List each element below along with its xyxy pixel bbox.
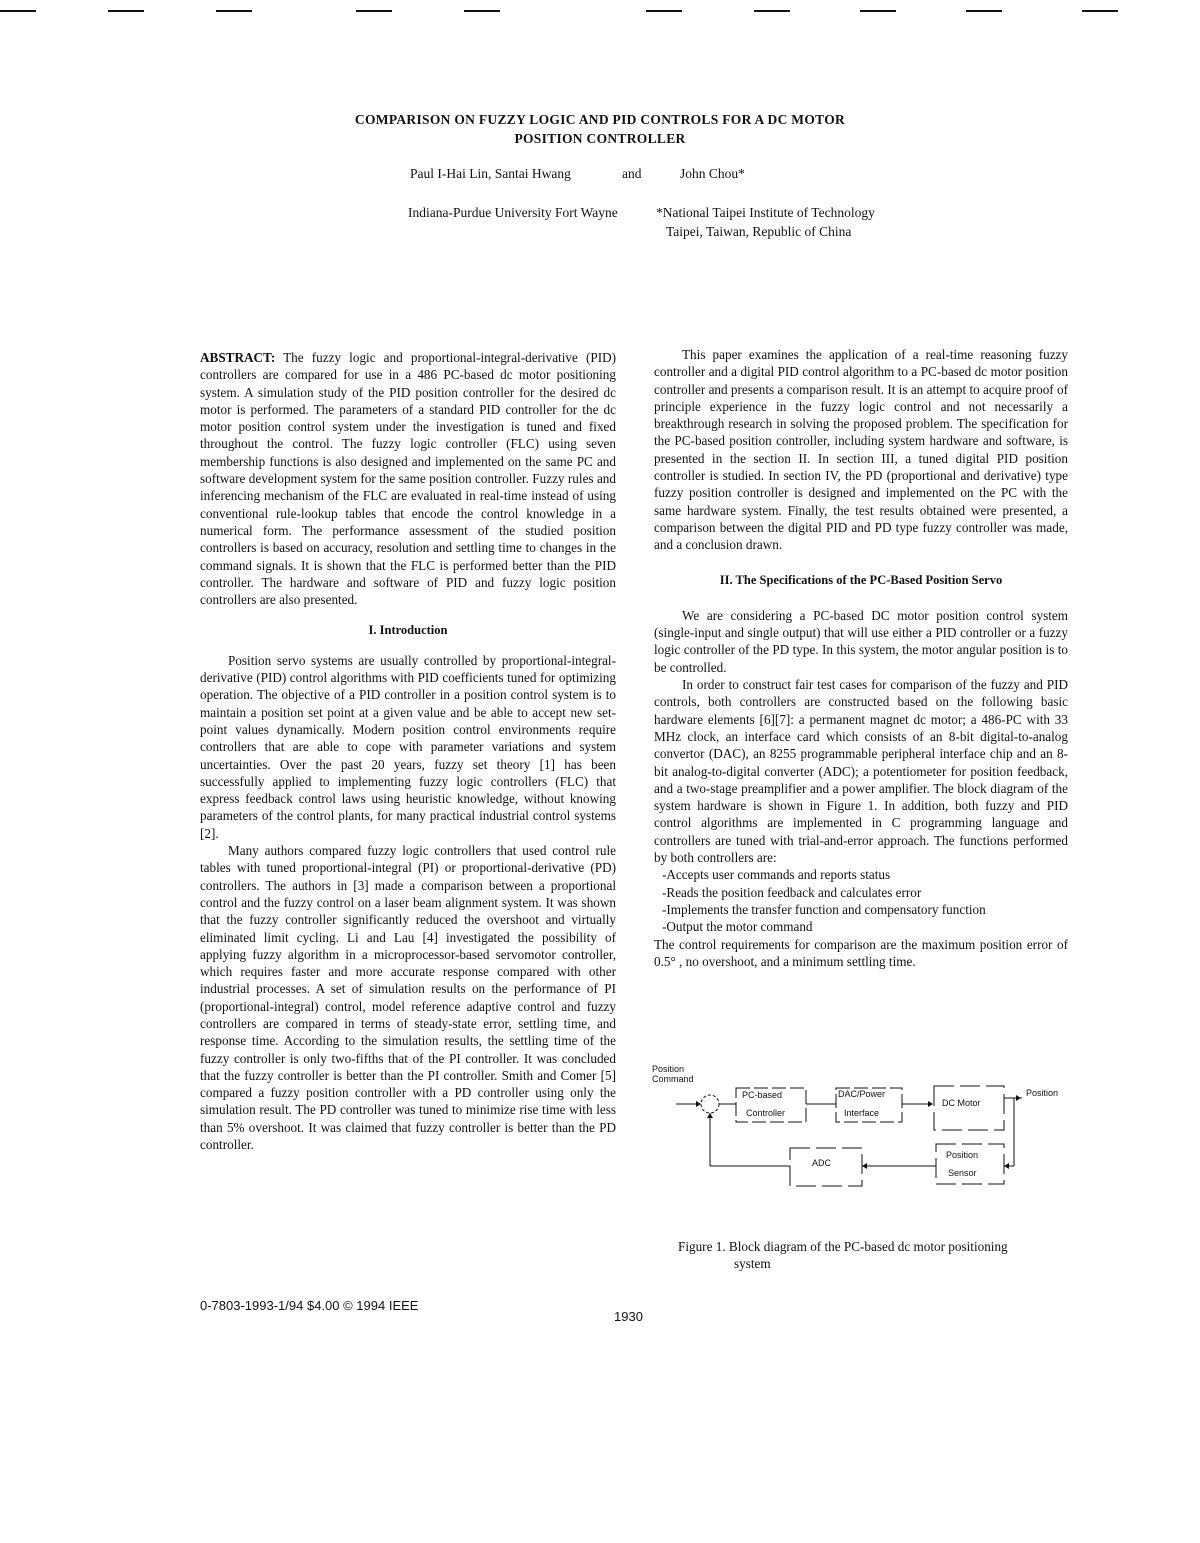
authors-left: Paul I-Hai Lin, Santai Hwang xyxy=(410,166,571,181)
spec-paragraph-1: We are considering a PC-based DC motor position control system (single-input and single output) that will use either a PID controller or a fuzzy logic controller of the PD type. In this system, the motor angular position is to be controlled. xyxy=(654,607,1068,675)
scan-edge-mark xyxy=(108,10,144,12)
authors-and: and xyxy=(622,166,642,181)
arrow-head xyxy=(707,1113,713,1118)
affiliation-right-line1: *National Taipei Institute of Technology xyxy=(656,205,875,220)
function-list-item: -Implements the transfer function and compensatory function xyxy=(662,901,986,917)
label-controller: Controller xyxy=(746,1108,786,1118)
affiliation-left: Indiana-Purdue University Fort Wayne xyxy=(408,205,618,220)
affiliation-right-line2: Taipei, Taiwan, Republic of China xyxy=(666,224,852,239)
summing-junction xyxy=(701,1095,719,1113)
function-list-item: -Output the motor command xyxy=(662,919,813,935)
copyright-footer: 0-7803-1993-1/94 $4.00 © 1994 IEEE xyxy=(200,1298,419,1313)
label-dc-motor: DC Motor xyxy=(942,1098,981,1108)
figure-caption xyxy=(678,1238,1068,1272)
abstract xyxy=(200,349,616,608)
scan-edge-mark xyxy=(1082,10,1118,12)
abstract-text: The fuzzy logic and proportional-integral-derivative (PID) controllers are compared for use in a 486 PC-based dc motor positioning system. A simulation study of the PID position controller for the desired dc motor is performed. The parameters of a standard PID controller for the dc motor position control system under the investigation is tuned and fixed throughout the control. The fuzzy logic controller (FLC) using seven membership functions is also designed and implemented on the same PC and software development system for the same position controller. Fuzzy rules and inferencing mechanism of the FLC are evaluated in real-time instead of using conventional rule-lookup tables that encode the control knowledge in a numerical form. The performance assessment of the studied position controllers is based on accuracy, resolution and settling time to changes in the command signals. It is shown that the FLC is performed better than the PID controller. The hardware and software of PID and fuzzy logic position controllers are also presented. xyxy=(200,350,616,608)
figure-caption-line2: system xyxy=(734,1256,771,1271)
function-list-item: -Reads the position feedback and calculates error xyxy=(662,884,922,900)
scan-edge-mark xyxy=(0,10,36,12)
label-interface: Interface xyxy=(844,1108,880,1118)
dc-motor-block xyxy=(934,1086,1004,1130)
arrow-head xyxy=(696,1101,701,1107)
paper-title-line2: POSITION CONTROLLER xyxy=(514,131,686,146)
label-sensor-position: Position xyxy=(946,1150,979,1160)
label-adc: ADC xyxy=(812,1158,832,1168)
intro-paragraph-2: Many authors compared fuzzy logic controllers that used control rule tables with tuned proportional-integral (PI) or proportional-derivative (PD) controllers. The authors in [3] made a comparison between a proportional control and the fuzzy control on a laser beam alignment system. It was shown that the fuzzy controller significantly reduced the overshoot and virtually eliminated limit cycling. Li and Lau [4] investigated the possibility of applying fuzzy algorithm in a microprocessor-based servomotor controller, which requires faster and more accurate response compared with other industrial processes. A set of simulation results on the performance of PI (proportional-integral) control, model reference adaptive control and fuzzy controllers are compared in terms of steady-state error, settling time, and response time. According to the simulation results, the settling time of the fuzzy controller is only two-fifths that of the PI controller. It was concluded that the fuzzy controller is better than the PI controller. Smith and Comer [5] compared a fuzzy position controller with a PD controller using only the simulation result. The PD controller was tuned to minimize rise time with less than 5% overshoot. It was claimed that fuzzy controller is better than the PD controller. xyxy=(200,843,616,1153)
scan-edge-mark xyxy=(216,10,252,12)
right-intro-paragraph: This paper examines the application of a real-time reasoning fuzzy controller and a digital PID control algorithm to a PC-based dc motor position controller and presents a comparison result. It is an attempt to acquire proof of principle experience in the fuzzy logic control and not necessarily a breakthrough research in solving the proposed problem. The specification for the PC-based position controller, including system hardware and software, is presented in the section II. In section III, a tuned digital PID position controller is studied. In section IV, the PD (proportional and derivative) type fuzzy position controller is designed and implemented on the PC with the same hardware system. Finally, the test results obtained were presented, a comparison between the digital PID and PD type fuzzy controller was made, and a conclusion drawn. xyxy=(654,347,1068,553)
arrow-head xyxy=(1016,1095,1021,1101)
block-diagram xyxy=(652,1062,1072,1202)
scan-edge-mark xyxy=(754,10,790,12)
figure-caption-line1: Figure 1. Block diagram of the PC-based dc motor positioning xyxy=(678,1239,1008,1254)
section-heading-introduction: I. Introduction xyxy=(368,623,448,638)
arrow-head xyxy=(1004,1163,1009,1169)
authors-right: John Chou* xyxy=(680,166,745,181)
arrow-head xyxy=(928,1101,933,1107)
spec-paragraph-2: In order to construct fair test cases for comparison of the fuzzy and PID controls, both controllers are constructed based on the following basic hardware elements [6][7]: a permanent magnet dc motor; a 486-PC with 33 MHz clock, an interface card which consists of an 8-bit digital-to-analog convertor (DAC), an 8255 programmable peripheral interface chip and an 8-bit analog-to-digital converter (ADC); a potentiometer for position feedback, and a two-stage preamplifier and a power amplifier. The block diagram of the system hardware is shown in Figure 1. In addition, both fuzzy and PID control algorithms are implemented in C programming language and controllers are tuned with trial-and-error approach. The functions performed by both controllers are: xyxy=(654,677,1068,866)
section-heading-specifications: II. The Specifications of the PC-Based Position Servo xyxy=(719,572,1003,587)
page-number: 1930 xyxy=(614,1309,643,1324)
label-pc-based: PC-based xyxy=(742,1090,783,1100)
left-column xyxy=(200,349,616,1153)
scan-edge-mark xyxy=(966,10,1002,12)
paper-title-line1: COMPARISON ON FUZZY LOGIC AND PID CONTROLS FOR A DC MOTOR xyxy=(354,112,846,127)
paper-title xyxy=(300,110,900,148)
affiliation-right xyxy=(656,203,875,241)
label-position-output: Position xyxy=(1026,1088,1059,1098)
label-position-command-2: Command xyxy=(652,1074,694,1084)
scan-edge-mark xyxy=(464,10,500,12)
label-dac-power: DAC/Power xyxy=(838,1089,886,1099)
function-list-item: -Accepts user commands and reports status xyxy=(662,867,891,883)
right-column xyxy=(654,346,1068,970)
label-sensor: Sensor xyxy=(948,1168,977,1178)
scan-edge-mark xyxy=(860,10,896,12)
scan-edge-mark xyxy=(646,10,682,12)
arrow-head xyxy=(862,1163,867,1169)
intro-paragraph-1: Position servo systems are usually controlled by proportional-integral-derivative (PID) control algorithms with PID coefficients tuned for optimizing operation. The objective of a PID controller in a position control system is to maintain a position set point at a given value and be able to accept new set-point values dynamically. Modern position control environments require controllers that are able to cope with parameter variations and system uncertainties. Over the past 20 years, fuzzy set theory [1] has been successfully applied to implementing fuzzy logic controllers (FLC) that express feedback control laws using heuristic knowledge, without knowing parameters of the control plants, for many practical industrial control systems [2]. xyxy=(200,652,616,841)
spec-paragraph-3: The control requirements for comparison are the maximum position error of 0.5° , no overshoot, and a minimum settling time. xyxy=(654,936,1068,969)
label-position-command-1: Position xyxy=(652,1064,685,1074)
scan-edge-mark xyxy=(356,10,392,12)
abstract-label: ABSTRACT: xyxy=(200,350,276,365)
